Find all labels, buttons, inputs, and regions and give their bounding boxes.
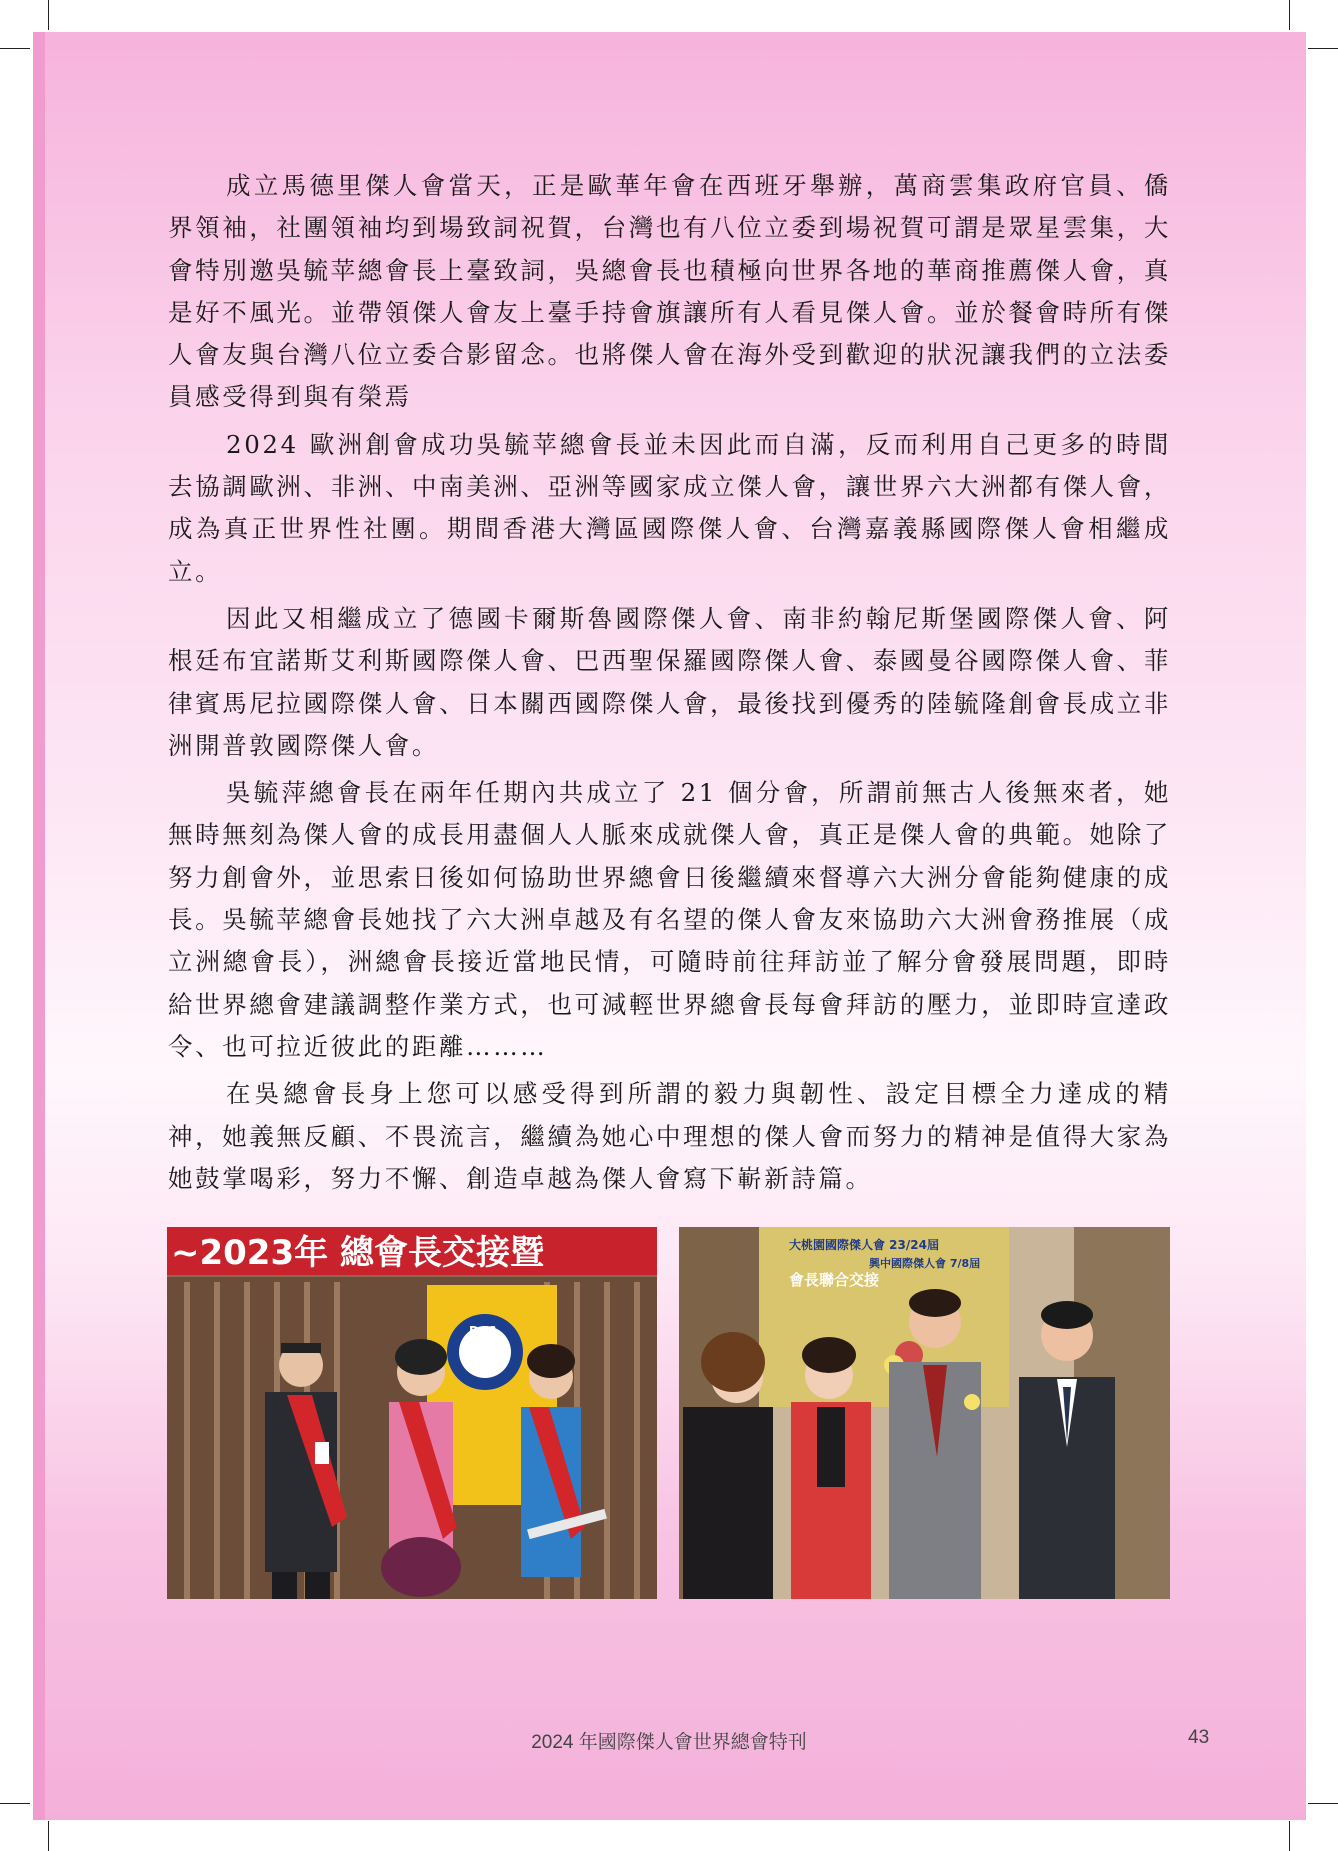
article-paragraph: 成立馬德里傑人會當天，正是歐華年會在西班牙舉辦，萬商雲集政府官員、僑界領袖，社團領袖均到場致詞祝賀，台灣也有八位立委到場祝賀可謂是眾星雲集，大會特別邀吳毓苹總會長上臺致詞，吳總會長也積極向世界各地的華商推薦傑人會，真是好不風光。並帶領傑人會友上臺手持會旗讓所有人看見傑人會。並於餐會時所有傑人會友與台灣八位立委合影留念。也將傑人會在海外受到歡迎的狀況讓我們的立法委員感受得到與有榮焉	[168, 171, 1171, 412]
crop-mark	[1308, 48, 1338, 49]
crop-mark	[1289, 1821, 1290, 1851]
backdrop-line2: 興中國際傑人會 7/8屆	[869, 1257, 981, 1270]
backdrop-line3: 會長聯合交接	[789, 1271, 880, 1289]
crop-mark	[1289, 0, 1290, 30]
backdrop-line1: 大桃園國際傑人會 23/24屆	[789, 1238, 939, 1252]
emblem-text: DCS	[469, 1324, 497, 1338]
photo-inauguration-stage	[167, 1227, 657, 1599]
banner-text: ~2023年 總會長交接暨	[171, 1233, 544, 1273]
crop-mark	[48, 0, 49, 30]
page-number: 43	[1188, 1727, 1210, 1748]
article-paragraph: 吳毓萍總會長在兩年任期內共成立了 21 個分會，所謂前無古人後無來者，她無時無刻為傑人會的成長用盡個人人脈來成就傑人會，真正是傑人會的典範。她除了努力創會外，並思索日後如何協助世界總會日後繼續來督導六大洲分會能夠健康的成長。吳毓苹總會長她找了六大洲卓越及有名望的傑人會友來協助六大洲會務推展（成立洲總會長），洲總會長接近當地民情，可隨時前往拜訪並了解分會發展問題，即時給世界總會建議調整作業方式，也可減輕世界總會長每會拜訪的壓力，並即時宣達政令、也可拉近彼此的距離………	[168, 778, 1171, 1061]
crop-mark	[0, 48, 30, 49]
article-paragraph: 2024 歐洲創會成功吳毓苹總會長並未因此而自滿，反而利用自己更多的時間去協調歐洲、非洲、中南美洲、亞洲等國家成立傑人會，讓世界六大洲都有傑人會，成為真正世界性社團。期間香港大灣區國際傑人會、台灣嘉義縣國際傑人會相繼成立。	[168, 429, 1171, 586]
footer-publication-title: 2024 年國際傑人會世界總會特刊	[531, 1732, 807, 1753]
photo-group-thumbs-up	[679, 1227, 1170, 1599]
crop-mark	[1308, 1803, 1338, 1804]
article-paragraph: 在吳總會長身上您可以感受得到所謂的毅力與韌性、設定目標全力達成的精神，她義無反顧、不畏流言，繼續為她心中理想的傑人會而努力的精神是值得大家為她鼓掌喝彩，努力不懈、創造卓越為傑人會寫下嶄新詩篇。	[168, 1079, 1171, 1193]
crop-mark	[48, 1821, 49, 1851]
page-spine	[33, 32, 45, 1820]
article-body	[168, 165, 1171, 1205]
crop-mark	[0, 1803, 30, 1804]
article-paragraph: 因此又相繼成立了德國卡爾斯魯國際傑人會、南非約翰尼斯堡國際傑人會、阿根廷布宜諾斯艾利斯國際傑人會、巴西聖保羅國際傑人會、泰國曼谷國際傑人會、菲律賓馬尼拉國際傑人會、日本關西國際傑人會，最後找到優秀的陸毓隆創會長成立非洲開普敦國際傑人會。	[168, 603, 1171, 760]
